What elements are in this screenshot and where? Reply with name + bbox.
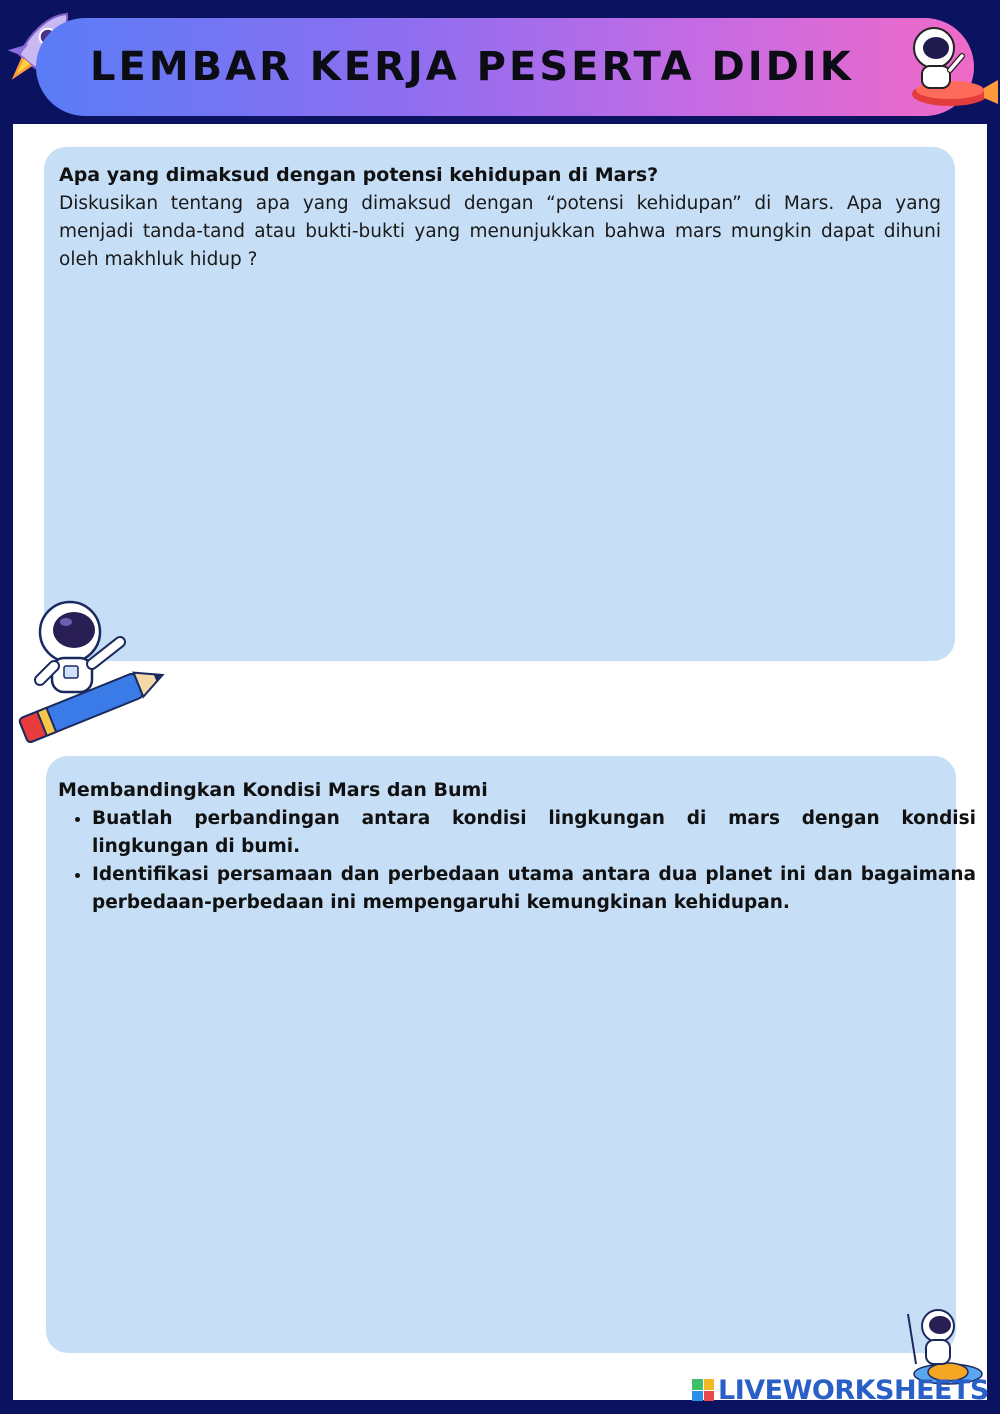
liveworksheets-logo-icon <box>692 1379 714 1401</box>
question-title: Apa yang dimaksud dengan potensi kehidupan di Mars? <box>59 164 659 186</box>
astronaut-pencil-icon <box>4 594 172 744</box>
watermark-text: LIVEWORKSHEETS <box>718 1374 989 1406</box>
liveworksheets-watermark <box>692 1376 989 1404</box>
comparison-title: Membandingkan Kondisi Mars dan Bumi <box>58 779 488 801</box>
question-body: Diskusikan tentang apa yang dimaksud dengan “potensi kehidupan” di Mars. Apa yang menjadi tanda-tand atau bukti-bukti yang menunjukkan bahwa mars mungkin dapat dihuni oleh makhluk hidup ? <box>59 193 941 270</box>
comparison-card <box>46 756 976 1353</box>
list-item: • Identifikasi persamaan dan perbedaan utama antara dua planet ini dan bagaimana perbedaan-perbedaan ini mempengaruhi kemungkinan kehidupan. <box>92 861 976 917</box>
question-card <box>44 147 955 661</box>
comparison-list <box>58 805 976 917</box>
title-banner <box>36 18 974 116</box>
page-title: LEMBAR KERJA PESERTA DIDIK <box>90 44 854 90</box>
astronaut-rocket-icon <box>900 18 1000 116</box>
list-item: • Buatlah perbandingan antara kondisi lingkungan di mars dengan kondisi lingkungan di bumi. <box>92 805 976 861</box>
